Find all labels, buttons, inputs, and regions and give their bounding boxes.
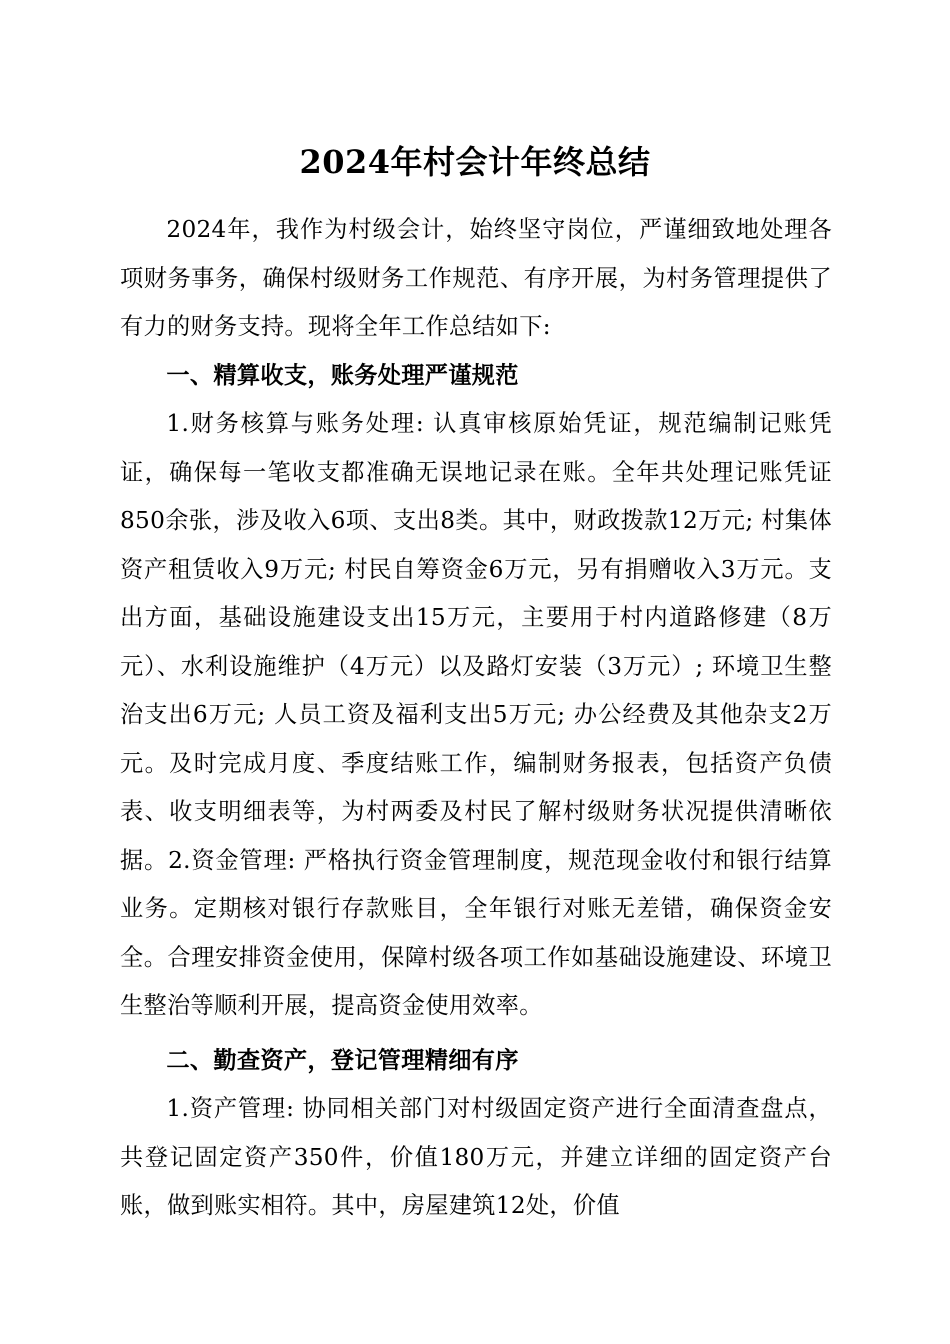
section-heading-2: 二、勤查资产，登记管理精细有序 [166, 1046, 519, 1074]
section-paragraph-2: 1.资产管理: 协同相关部门对村级固定资产进行全面清查盘点，共登记固定资产350件，价值180万元，并建立详细的固定资产台账，做到账实相符。其中，房屋建筑12处，价值 [120, 1095, 832, 1219]
intro-paragraph: 2024年，我作为村级会计，始终坚守岗位，严谨细致地处理各项财务事务，确保村级财务工作规范、有序开展，为村务管理提供了有力的财务支持。现将全年工作总结如下: [120, 216, 832, 340]
document-title: 2024年村会计年终总结 [299, 143, 651, 181]
section-heading-1: 一、精算收支，账务处理严谨规范 [166, 361, 519, 389]
document-body [120, 206, 832, 1231]
section-paragraph-1: 1.财务核算与账务处理: 认真审核原始凭证，规范编制记账凭证，确保每一笔收支都准确无误地记录在账。全年共处理记账凭证850余张，涉及收入6项、支出8类。其中，财政拨款12万元; 村集体资产租赁收入9万元; 村民自筹资金6万元，另有捐赠收入3万元。支出方面，基础设施建设支出15万元，主要用于村内道路修建（8万元）、水利设施维护（4万元）以及路灯安装（3万元）; 环境卫生整治支出6万元; 人员工资及福利支出5万元; 办公经费及其他杂支2万元。及时完成月度、季度结账工作，编制财务报表，包括资产负债表、收支明细表等，为村两委及村民了解村级财务状况提供清晰依据。2.资金管理: 严格执行资金管理制度，规范现金收付和银行结算业务。定期核对银行存款账目，全年银行对账无差错，确保资金安全。合理安排资金使用，保障村级各项工作如基础设施建设、环境卫生整治等顺利开展，提高资金使用效率。 [120, 410, 832, 1019]
